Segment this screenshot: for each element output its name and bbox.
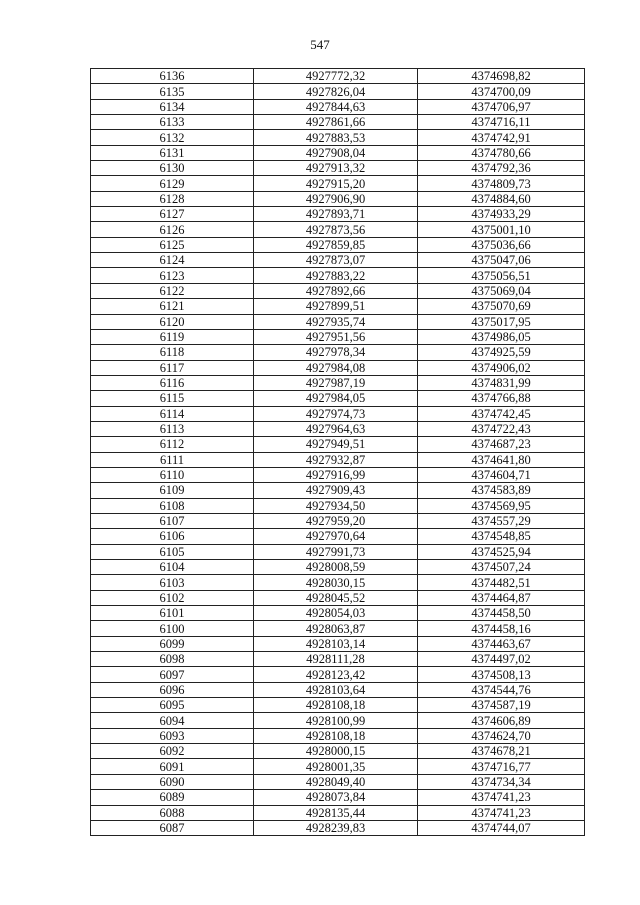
x-coordinate-cell: 4927909,43: [254, 483, 418, 498]
table-row: [91, 130, 585, 145]
table-row: [91, 759, 585, 774]
point-number-cell: 6095: [91, 698, 254, 713]
point-number-cell: 6118: [91, 345, 254, 360]
table-row: [91, 314, 585, 329]
y-coordinate-cell: 4374583,89: [418, 483, 585, 498]
table-row: [91, 483, 585, 498]
y-coordinate-cell: 4374792,36: [418, 161, 585, 176]
table-row: [91, 467, 585, 482]
table-row: [91, 360, 585, 375]
point-number-cell: 6108: [91, 498, 254, 513]
y-coordinate-cell: 4374497,02: [418, 652, 585, 667]
point-number-cell: 6105: [91, 544, 254, 559]
y-coordinate-cell: 4375070,69: [418, 299, 585, 314]
y-coordinate-cell: 4374706,97: [418, 99, 585, 114]
point-number-cell: 6115: [91, 391, 254, 406]
point-number-cell: 6106: [91, 529, 254, 544]
x-coordinate-cell: 4928135,44: [254, 805, 418, 820]
x-coordinate-cell: 4928108,18: [254, 728, 418, 743]
y-coordinate-cell: 4374458,50: [418, 606, 585, 621]
x-coordinate-cell: 4927959,20: [254, 513, 418, 528]
x-coordinate-cell: 4927978,34: [254, 345, 418, 360]
table-row: [91, 283, 585, 298]
x-coordinate-cell: 4928103,14: [254, 636, 418, 651]
y-coordinate-cell: 4375001,10: [418, 222, 585, 237]
y-coordinate-cell: 4374557,29: [418, 513, 585, 528]
table-row: [91, 329, 585, 344]
table-row: [91, 529, 585, 544]
y-coordinate-cell: 4374641,80: [418, 452, 585, 467]
table-row: [91, 713, 585, 728]
y-coordinate-cell: 4374687,23: [418, 437, 585, 452]
y-coordinate-cell: 4374587,19: [418, 698, 585, 713]
point-number-cell: 6135: [91, 84, 254, 99]
point-number-cell: 6096: [91, 682, 254, 697]
point-number-cell: 6097: [91, 667, 254, 682]
x-coordinate-cell: 4928123,42: [254, 667, 418, 682]
point-number-cell: 6088: [91, 805, 254, 820]
table-row: [91, 69, 585, 84]
table-row: [91, 222, 585, 237]
table-row: [91, 391, 585, 406]
y-coordinate-cell: 4374986,05: [418, 329, 585, 344]
point-number-cell: 6125: [91, 237, 254, 252]
y-coordinate-cell: 4374734,34: [418, 774, 585, 789]
x-coordinate-cell: 4927873,56: [254, 222, 418, 237]
y-coordinate-cell: 4374766,88: [418, 391, 585, 406]
y-coordinate-cell: 4374525,94: [418, 544, 585, 559]
point-number-cell: 6089: [91, 790, 254, 805]
point-number-cell: 6114: [91, 406, 254, 421]
table-row: [91, 176, 585, 191]
x-coordinate-cell: 4927987,19: [254, 375, 418, 390]
x-coordinate-cell: 4927984,08: [254, 360, 418, 375]
y-coordinate-cell: 4374809,73: [418, 176, 585, 191]
y-coordinate-cell: 4374624,70: [418, 728, 585, 743]
x-coordinate-cell: 4927883,22: [254, 268, 418, 283]
x-coordinate-cell: 4928239,83: [254, 820, 418, 835]
y-coordinate-cell: 4374463,67: [418, 636, 585, 651]
table-row: [91, 253, 585, 268]
table-row: [91, 606, 585, 621]
point-number-cell: 6107: [91, 513, 254, 528]
point-number-cell: 6110: [91, 467, 254, 482]
x-coordinate-cell: 4927906,90: [254, 191, 418, 206]
point-number-cell: 6133: [91, 115, 254, 130]
x-coordinate-cell: 4928001,35: [254, 759, 418, 774]
y-coordinate-cell: 4374741,23: [418, 790, 585, 805]
table-row: [91, 237, 585, 252]
y-coordinate-cell: 4374722,43: [418, 421, 585, 436]
y-coordinate-cell: 4375069,04: [418, 283, 585, 298]
table-row: [91, 406, 585, 421]
x-coordinate-cell: 4928111,28: [254, 652, 418, 667]
y-coordinate-cell: 4374464,87: [418, 590, 585, 605]
x-coordinate-cell: 4927873,07: [254, 253, 418, 268]
table-row: [91, 575, 585, 590]
point-number-cell: 6124: [91, 253, 254, 268]
y-coordinate-cell: 4374548,85: [418, 529, 585, 544]
table-row: [91, 744, 585, 759]
x-coordinate-cell: 4927899,51: [254, 299, 418, 314]
y-coordinate-cell: 4375017,95: [418, 314, 585, 329]
x-coordinate-cell: 4927991,73: [254, 544, 418, 559]
table-row: [91, 805, 585, 820]
x-coordinate-cell: 4928030,15: [254, 575, 418, 590]
x-coordinate-cell: 4927892,66: [254, 283, 418, 298]
y-coordinate-cell: 4374507,24: [418, 560, 585, 575]
point-number-cell: 6113: [91, 421, 254, 436]
table-row: [91, 191, 585, 206]
point-number-cell: 6127: [91, 207, 254, 222]
point-number-cell: 6130: [91, 161, 254, 176]
table-row: [91, 345, 585, 360]
table-row: [91, 498, 585, 513]
table-row: [91, 667, 585, 682]
point-number-cell: 6136: [91, 69, 254, 84]
table-row: [91, 161, 585, 176]
table-row: [91, 636, 585, 651]
x-coordinate-cell: 4928100,99: [254, 713, 418, 728]
table-row: [91, 621, 585, 636]
y-coordinate-cell: 4374604,71: [418, 467, 585, 482]
table-row: [91, 421, 585, 436]
x-coordinate-cell: 4927859,85: [254, 237, 418, 252]
y-coordinate-cell: 4374884,60: [418, 191, 585, 206]
point-number-cell: 6128: [91, 191, 254, 206]
point-number-cell: 6094: [91, 713, 254, 728]
point-number-cell: 6122: [91, 283, 254, 298]
x-coordinate-cell: 4927915,20: [254, 176, 418, 191]
x-coordinate-cell: 4927893,71: [254, 207, 418, 222]
x-coordinate-cell: 4927772,32: [254, 69, 418, 84]
point-number-cell: 6131: [91, 145, 254, 160]
table-row: [91, 375, 585, 390]
page-number: 547: [310, 37, 330, 52]
point-number-cell: 6132: [91, 130, 254, 145]
y-coordinate-cell: 4374831,99: [418, 375, 585, 390]
table-row: [91, 698, 585, 713]
y-coordinate-cell: 4374700,09: [418, 84, 585, 99]
point-number-cell: 6123: [91, 268, 254, 283]
point-number-cell: 6098: [91, 652, 254, 667]
table-row: [91, 452, 585, 467]
y-coordinate-cell: 4374925,59: [418, 345, 585, 360]
y-coordinate-cell: 4375056,51: [418, 268, 585, 283]
table-row: [91, 790, 585, 805]
point-number-cell: 6134: [91, 99, 254, 114]
table-row: [91, 207, 585, 222]
x-coordinate-cell: 4927826,04: [254, 84, 418, 99]
x-coordinate-cell: 4928049,40: [254, 774, 418, 789]
x-coordinate-cell: 4928103,64: [254, 682, 418, 697]
y-coordinate-cell: 4374744,07: [418, 820, 585, 835]
point-number-cell: 6112: [91, 437, 254, 452]
point-number-cell: 6102: [91, 590, 254, 605]
y-coordinate-cell: 4374606,89: [418, 713, 585, 728]
x-coordinate-cell: 4928000,15: [254, 744, 418, 759]
point-number-cell: 6092: [91, 744, 254, 759]
y-coordinate-cell: 4374906,02: [418, 360, 585, 375]
point-number-cell: 6103: [91, 575, 254, 590]
x-coordinate-cell: 4928045,52: [254, 590, 418, 605]
table-row: [91, 268, 585, 283]
y-coordinate-cell: 4374716,77: [418, 759, 585, 774]
y-coordinate-cell: 4374508,13: [418, 667, 585, 682]
point-number-cell: 6101: [91, 606, 254, 621]
point-number-cell: 6109: [91, 483, 254, 498]
y-coordinate-cell: 4374569,95: [418, 498, 585, 513]
y-coordinate-cell: 4374716,11: [418, 115, 585, 130]
x-coordinate-cell: 4928054,03: [254, 606, 418, 621]
point-number-cell: 6117: [91, 360, 254, 375]
y-coordinate-cell: 4374742,91: [418, 130, 585, 145]
table-row: [91, 682, 585, 697]
point-number-cell: 6119: [91, 329, 254, 344]
coordinates-table: [90, 68, 585, 836]
table-row: [91, 145, 585, 160]
coordinates-table-body: [91, 69, 585, 836]
x-coordinate-cell: 4927951,56: [254, 329, 418, 344]
x-coordinate-cell: 4927913,32: [254, 161, 418, 176]
table-row: [91, 544, 585, 559]
x-coordinate-cell: 4927964,63: [254, 421, 418, 436]
table-row: [91, 84, 585, 99]
x-coordinate-cell: 4928063,87: [254, 621, 418, 636]
y-coordinate-cell: 4374482,51: [418, 575, 585, 590]
x-coordinate-cell: 4927935,74: [254, 314, 418, 329]
y-coordinate-cell: 4374678,21: [418, 744, 585, 759]
table-row: [91, 99, 585, 114]
y-coordinate-cell: 4375047,06: [418, 253, 585, 268]
point-number-cell: 6126: [91, 222, 254, 237]
point-number-cell: 6121: [91, 299, 254, 314]
table-row: [91, 115, 585, 130]
x-coordinate-cell: 4928073,84: [254, 790, 418, 805]
y-coordinate-cell: 4375036,66: [418, 237, 585, 252]
x-coordinate-cell: 4927949,51: [254, 437, 418, 452]
y-coordinate-cell: 4374933,29: [418, 207, 585, 222]
table-row: [91, 820, 585, 835]
point-number-cell: 6111: [91, 452, 254, 467]
x-coordinate-cell: 4927984,05: [254, 391, 418, 406]
x-coordinate-cell: 4927844,63: [254, 99, 418, 114]
table-row: [91, 513, 585, 528]
x-coordinate-cell: 4927916,99: [254, 467, 418, 482]
point-number-cell: 6120: [91, 314, 254, 329]
x-coordinate-cell: 4928108,18: [254, 698, 418, 713]
table-row: [91, 590, 585, 605]
point-number-cell: 6100: [91, 621, 254, 636]
table-row: [91, 560, 585, 575]
x-coordinate-cell: 4927974,73: [254, 406, 418, 421]
x-coordinate-cell: 4927908,04: [254, 145, 418, 160]
point-number-cell: 6104: [91, 560, 254, 575]
table-row: [91, 774, 585, 789]
point-number-cell: 6087: [91, 820, 254, 835]
y-coordinate-cell: 4374742,45: [418, 406, 585, 421]
x-coordinate-cell: 4927932,87: [254, 452, 418, 467]
y-coordinate-cell: 4374741,23: [418, 805, 585, 820]
point-number-cell: 6093: [91, 728, 254, 743]
point-number-cell: 6091: [91, 759, 254, 774]
x-coordinate-cell: 4927861,66: [254, 115, 418, 130]
x-coordinate-cell: 4927970,64: [254, 529, 418, 544]
y-coordinate-cell: 4374458,16: [418, 621, 585, 636]
y-coordinate-cell: 4374544,76: [418, 682, 585, 697]
point-number-cell: 6116: [91, 375, 254, 390]
table-row: [91, 437, 585, 452]
x-coordinate-cell: 4927883,53: [254, 130, 418, 145]
y-coordinate-cell: 4374780,66: [418, 145, 585, 160]
table-row: [91, 728, 585, 743]
point-number-cell: 6129: [91, 176, 254, 191]
table-row: [91, 299, 585, 314]
x-coordinate-cell: 4927934,50: [254, 498, 418, 513]
point-number-cell: 6099: [91, 636, 254, 651]
y-coordinate-cell: 4374698,82: [418, 69, 585, 84]
table-row: [91, 652, 585, 667]
x-coordinate-cell: 4928008,59: [254, 560, 418, 575]
point-number-cell: 6090: [91, 774, 254, 789]
